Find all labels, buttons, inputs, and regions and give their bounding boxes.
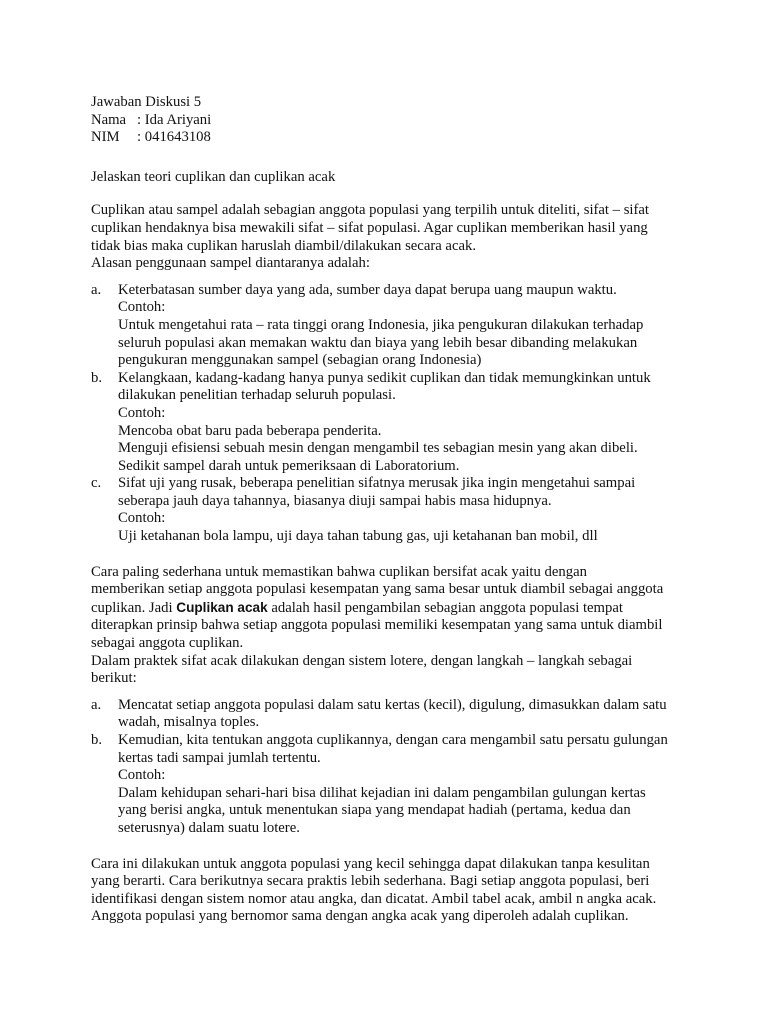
list-line: Mencoba obat baru pada beberapa penderita. (118, 422, 382, 439)
list-line: Contoh: (118, 767, 166, 784)
spacer (91, 688, 691, 697)
document-body (91, 94, 691, 926)
nim-row (91, 129, 691, 147)
list-marker: c. (91, 475, 102, 492)
paragraph-line: yang berarti. Cara berikutnya secara praktis lebih sederhana. Bagi setiap anggota populasi, beri (91, 873, 650, 890)
paragraph-line: Dalam praktek sifat acak dilakukan dengan sistem lotere, dengan langkah – langkah sebagai (91, 652, 633, 669)
list-line: Sedikit sampel darah untuk pemeriksaan di Laboratorium. (118, 457, 460, 474)
spacer (91, 147, 691, 169)
paragraph-line: tidak bias maka cuplikan haruslah diambil/dilakukan secara acak. (91, 237, 476, 254)
list-line: Uji ketahanan bola lampu, uji daya tahan tabung gas, uji ketahanan ban mobil, dll (118, 528, 598, 545)
nim-value: : 041643108 (137, 129, 211, 146)
paragraph-line: Cuplikan atau sampel adalah sebagian anggota populasi yang terpilih untuk diteliti, sifat – sifat (91, 202, 649, 219)
list-marker: b. (91, 369, 103, 386)
name-value: : Ida Ariyani (137, 111, 212, 128)
list-item (91, 732, 691, 838)
random-sampling-paragraph (91, 564, 691, 688)
spacer (91, 186, 691, 202)
list-line: seluruh populasi akan memakan waktu dan biaya yang lebih besar dibanding melakukan (118, 334, 638, 351)
paragraph-line: cuplikan hendaknya bisa mewakili sifat – sifat populasi. Agar cuplikan memberikan hasil yang (91, 219, 648, 236)
list-item (91, 282, 691, 370)
intro-paragraph (91, 202, 691, 272)
list-line: kertas tadi sampai jumlah tertentu. (118, 749, 321, 766)
list-marker: a. (91, 281, 102, 298)
paragraph-line: memberikan setiap anggota populasi kesempatan yang sama besar untuk diambil sebagai anggota (91, 581, 664, 598)
list-marker: b. (91, 732, 103, 748)
list-line: Dalam kehidupan sehari-hari bisa dilihat kejadian ini dalam pengambilan gulungan kertas (118, 784, 646, 801)
list-line: Untuk mengetahui rata – rata tinggi orang Indonesia, jika pengukuran dilakukan terhadap (118, 316, 644, 333)
steps-list (91, 697, 691, 838)
name-label: Nama (91, 111, 127, 128)
paragraph-line: identifikasi dengan sistem nomor atau angka, dan dicatat. Ambil tabel acak, ambil n angka acak. (91, 890, 657, 907)
list-line: dilakukan penelitian terhadap seluruh populasi. (118, 387, 396, 404)
list-line: seterusnya) dalam suatu lotere. (118, 819, 300, 836)
list-marker: a. (91, 696, 102, 713)
closing-paragraph (91, 856, 691, 926)
paragraph-line: Anggota populasi yang bernomor sama dengan angka acak yang diperoleh adalah cuplikan. (91, 908, 629, 925)
paragraph-line: diterapkan prinsip bahwa setiap anggota populasi memiliki kesempatan yang sama untuk diambil (91, 617, 663, 634)
list-line: Sifat uji yang rusak, beberapa penelitian sifatnya merusak jika ingin mengetahui sampai (118, 475, 636, 492)
spacer (91, 838, 691, 856)
paragraph-line (91, 599, 691, 618)
question-heading: Jelaskan teori cuplikan dan cuplikan acak (91, 168, 336, 185)
spacer (91, 546, 691, 564)
document-header (91, 94, 691, 147)
bold-term: Cuplikan acak (176, 599, 268, 615)
text-run: adalah hasil pengambilan sebagian anggota populasi tempat (267, 599, 623, 616)
list-line: Keterbatasan sumber daya yang ada, sumber daya dapat berupa uang maupun waktu. (118, 281, 617, 298)
paragraph-line: Cara paling sederhana untuk memastikan bahwa cuplikan bersifat acak yaitu dengan (91, 563, 587, 580)
list-line: Contoh: (118, 299, 166, 316)
list-line: Kemudian, kita tentukan anggota cuplikannya, dengan cara mengambil satu persatu gulungan (118, 732, 668, 748)
document-title: Jawaban Diskusi 5 (91, 94, 202, 110)
list-line: Contoh: (118, 510, 166, 527)
paragraph-line: Alasan penggunaan sampel diantaranya adalah: (91, 255, 370, 272)
list-line: Contoh: (118, 404, 166, 421)
paragraph-line: sebagai anggota cuplikan. (91, 635, 244, 652)
list-line: Menguji efisiensi sebuah mesin dengan mengambil tes sebagian mesin yang akan dibeli. (118, 440, 638, 457)
list-line: Kelangkaan, kadang-kadang hanya punya sedikit cuplikan dan tidak memungkinkan untuk (118, 369, 651, 386)
spacer (91, 273, 691, 282)
text-run: cuplikan. Jadi (91, 599, 177, 616)
list-item (91, 475, 691, 545)
list-line: yang berisi angka, untuk menentukan siapa yang mendapat hadiah (pertama, kedua dan (118, 802, 631, 819)
list-line: seberapa jauh daya tahannya, biasanya diuji sampai habis masa hidupnya. (118, 492, 552, 509)
list-line: wadah, misalnya toples. (118, 714, 260, 731)
list-line: Mencatat setiap anggota populasi dalam satu kertas (kecil), digulung, dimasukkan dalam satu (118, 696, 667, 713)
nim-label: NIM (91, 129, 120, 146)
list-line: pengukuran menggunakan sampel (sebagian orang Indonesia) (118, 352, 482, 369)
reasons-list (91, 282, 691, 546)
list-item (91, 697, 691, 732)
name-row (91, 112, 691, 130)
paragraph-line: berikut: (91, 670, 137, 687)
list-item (91, 370, 691, 476)
paragraph-line: Cara ini dilakukan untuk anggota populasi yang kecil sehingga dapat dilakukan tanpa kesulitan (91, 855, 650, 872)
